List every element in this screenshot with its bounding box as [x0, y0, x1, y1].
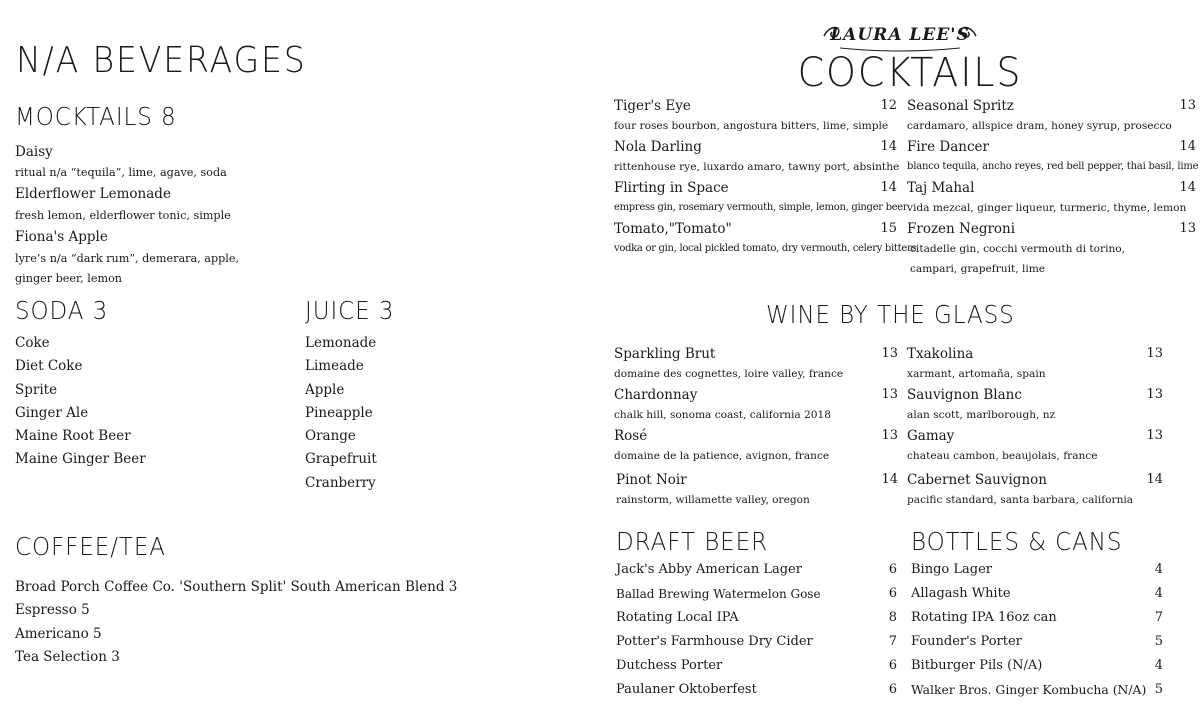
beer-price: 6 [888, 562, 897, 577]
coffee-item: Americano 5 [15, 625, 102, 642]
cocktail-price: 15 [880, 221, 897, 236]
bottle-name: Bingo Lager [911, 562, 992, 577]
bottle-name: Bitburger Pils (N/A) [911, 658, 1043, 673]
wine-desc: domaine des cognettes, loire valley, france [614, 368, 844, 380]
beer-name: Jack's Abby American Lager [616, 562, 802, 577]
wine-price: 13 [1146, 387, 1163, 402]
cocktail-desc: rittenhouse rye, luxardo amaro, tawny port, absinthe [614, 161, 900, 173]
cocktail-name: Flirting in Space [614, 180, 729, 196]
juice-item: Limeade [305, 358, 364, 375]
cocktail-desc: cardamaro, allspice dram, honey syrup, prosecco [907, 120, 1172, 132]
juice-item: Cranberry [305, 474, 376, 491]
wine-name: Chardonnay [614, 387, 698, 403]
cocktail-item [907, 219, 1196, 240]
bottle-name: Walker Bros. Ginger Kombucha (N/A) [911, 682, 1147, 697]
draft-beer-list [616, 558, 897, 702]
cocktail-price: 12 [880, 98, 897, 113]
bottle-item [911, 558, 1163, 582]
cocktails-title: COCKTAILS [797, 50, 1023, 96]
cocktail-name: Taj Mahal [907, 180, 975, 196]
soda-list [15, 332, 146, 472]
draft-beer-item [616, 582, 897, 606]
cocktail-name: Tomato,"Tomato" [614, 221, 732, 237]
wine-price: 13 [881, 387, 898, 402]
bottle-name: Rotating IPA 16oz can [911, 610, 1057, 625]
mocktail-name: Daisy [15, 144, 53, 160]
wine-heading: WINE BY THE GLASS [766, 300, 1015, 329]
wine-desc: xarmant, artomaña, spain [907, 368, 1046, 380]
wine-price: 13 [1146, 428, 1163, 443]
cocktail-name: Fire Dancer [907, 139, 989, 155]
cocktail-price: 14 [880, 139, 897, 154]
mocktail-desc: lyre’s n/a “dark rum”, demerara, apple, [15, 252, 240, 265]
cocktails-left-column [614, 96, 917, 260]
cocktail-price: 14 [1179, 139, 1196, 154]
cocktail-item [907, 96, 1196, 117]
draft-beer-item [616, 678, 897, 702]
bottles-cans-list [911, 558, 1163, 702]
wine-price: 13 [1146, 346, 1163, 361]
wine-name: Sparkling Brut [614, 346, 716, 362]
wine-desc: alan scott, marlborough, nz [907, 409, 1056, 421]
cocktail-price: 13 [1179, 221, 1196, 236]
cocktail-price: 14 [880, 180, 897, 195]
cocktail-item [907, 178, 1196, 199]
soda-item: Ginger Ale [15, 404, 89, 421]
wine-item [614, 470, 898, 491]
cocktail-desc: empress gin, rosemary vermouth, simple, lemon, ginger beer [614, 202, 908, 213]
wine-name: Rosé [614, 428, 648, 444]
bottle-item [911, 606, 1163, 630]
soda-item: Diet Coke [15, 358, 83, 375]
mocktail-desc: ritual n/a “tequila”, lime, agave, soda [15, 166, 227, 179]
cocktail-item [614, 178, 897, 199]
cocktail-item [907, 137, 1196, 158]
wine-desc: chateau cambon, beaujolais, france [907, 450, 1098, 462]
cocktail-name: Frozen Negroni [907, 221, 1016, 237]
soda-item: Maine Root Beer [15, 428, 131, 445]
cocktail-desc: blanco tequila, ancho reyes, red bell pepper, thai basil, lime [907, 161, 1199, 172]
bottle-item [911, 678, 1163, 702]
mocktail-name: Fiona's Apple [15, 229, 108, 245]
wine-price: 13 [881, 428, 898, 443]
draft-beer-item [616, 606, 897, 630]
bottle-item [911, 654, 1163, 678]
wine-name: Txakolina [907, 346, 974, 362]
cocktail-name: Seasonal Spritz [907, 98, 1014, 114]
beer-name: Dutchess Porter [616, 658, 723, 673]
bottle-price: 5 [1154, 682, 1163, 697]
wine-desc: pacific standard, santa barbara, california [907, 494, 1134, 506]
mocktail-desc: ginger beer, lemon [15, 272, 123, 285]
cocktail-item [614, 137, 897, 158]
soda-item: Maine Ginger Beer [15, 451, 146, 468]
juice-item: Pineapple [305, 404, 373, 421]
wine-item [907, 470, 1163, 491]
cocktail-desc: vodka or gin, local pickled tomato, dry vermouth, celery bitters [614, 243, 917, 254]
logo-banner [820, 20, 980, 52]
coffee-item: Espresso 5 [15, 602, 90, 619]
bottle-item [911, 582, 1163, 606]
mocktail-desc: fresh lemon, elderflower tonic, simple [15, 209, 231, 222]
cocktails-right-column [907, 96, 1199, 280]
wine-right-column [907, 344, 1163, 511]
cocktail-desc: campari, grapefruit, lime [910, 263, 1046, 275]
soda-heading: SODA 3 [15, 296, 109, 325]
juice-heading: JUICE 3 [305, 296, 395, 325]
juice-list [305, 332, 377, 495]
beer-name: Paulaner Oktoberfest [616, 682, 757, 697]
wine-name: Sauvignon Blanc [907, 387, 1022, 403]
bottle-item [911, 630, 1163, 654]
mocktails-heading: MOCKTAILS 8 [15, 102, 177, 131]
bottle-price: 4 [1154, 658, 1163, 673]
juice-item: Apple [305, 381, 345, 398]
wine-name: Cabernet Sauvignon [907, 472, 1047, 488]
wine-desc: domaine de la patience, avignon, france [614, 450, 830, 462]
na-beverages-title: N/A BEVERAGES [16, 40, 307, 81]
bottle-price: 5 [1154, 634, 1163, 649]
wine-name: Gamay [907, 428, 955, 444]
beer-price: 7 [888, 634, 897, 649]
wine-desc: rainstorm, willamette valley, oregon [616, 494, 810, 506]
cocktail-price: 14 [1179, 180, 1196, 195]
cocktail-name: Tiger's Eye [614, 98, 691, 114]
wine-item [907, 426, 1163, 447]
bottle-price: 7 [1154, 610, 1163, 625]
beer-price: 8 [888, 610, 897, 625]
wine-item [907, 344, 1163, 365]
draft-beer-item [616, 558, 897, 582]
soda-item: Coke [15, 335, 50, 351]
mocktails-list [15, 142, 239, 289]
beer-name: Rotating Local IPA [616, 610, 739, 625]
wine-item [907, 385, 1163, 406]
logo-brand: LAURA LEE'S [830, 25, 970, 45]
wine-desc: chalk hill, sonoma coast, california 2018 [614, 409, 832, 421]
wine-left-column [614, 344, 898, 511]
mocktail-name: Elderflower Lemonade [15, 186, 171, 202]
bottle-name: Allagash White [911, 586, 1011, 601]
wine-item [614, 426, 898, 447]
cocktail-desc: four roses bourbon, angostura bitters, lime, simple [614, 120, 889, 132]
wine-price: 13 [881, 346, 898, 361]
draft-beer-item [616, 654, 897, 678]
bottles-cans-heading: BOTTLES & CANS [911, 527, 1123, 556]
coffee-list [15, 576, 457, 669]
juice-item: Grapefruit [305, 451, 377, 468]
wine-name: Pinot Noir [616, 472, 687, 488]
wine-price: 14 [881, 472, 898, 487]
coffee-item: Tea Selection 3 [15, 648, 120, 665]
juice-item: Lemonade [305, 335, 377, 351]
coffee-tea-heading: COFFEE/TEA [15, 532, 166, 561]
cocktail-item [614, 96, 897, 117]
cocktail-price: 13 [1179, 98, 1196, 113]
wine-price: 14 [1146, 472, 1163, 487]
bottle-name: Founder's Porter [911, 634, 1022, 649]
wine-item [614, 385, 898, 406]
wine-item [614, 344, 898, 365]
coffee-item: Broad Porch Coffee Co. 'Southern Split' South American Blend 3 [15, 579, 458, 595]
beer-price: 6 [888, 658, 897, 673]
beer-price: 6 [888, 682, 897, 697]
cocktail-item [614, 219, 897, 240]
soda-item: Sprite [15, 381, 58, 398]
juice-item: Orange [305, 428, 356, 445]
beer-price: 6 [888, 586, 897, 601]
cocktail-desc: citadelle gin, cocchi vermouth di torino, [910, 243, 1126, 255]
bottle-price: 4 [1154, 562, 1163, 577]
cocktail-name: Nola Darling [614, 139, 702, 155]
beer-name: Potter's Farmhouse Dry Cider [616, 634, 813, 649]
cocktail-desc: vida mezcal, ginger liqueur, turmeric, thyme, lemon [907, 202, 1187, 214]
draft-beer-heading: DRAFT BEER [616, 527, 768, 556]
beer-name: Ballad Brewing Watermelon Gose [616, 587, 821, 601]
bottle-price: 4 [1154, 586, 1163, 601]
draft-beer-item [616, 630, 897, 654]
